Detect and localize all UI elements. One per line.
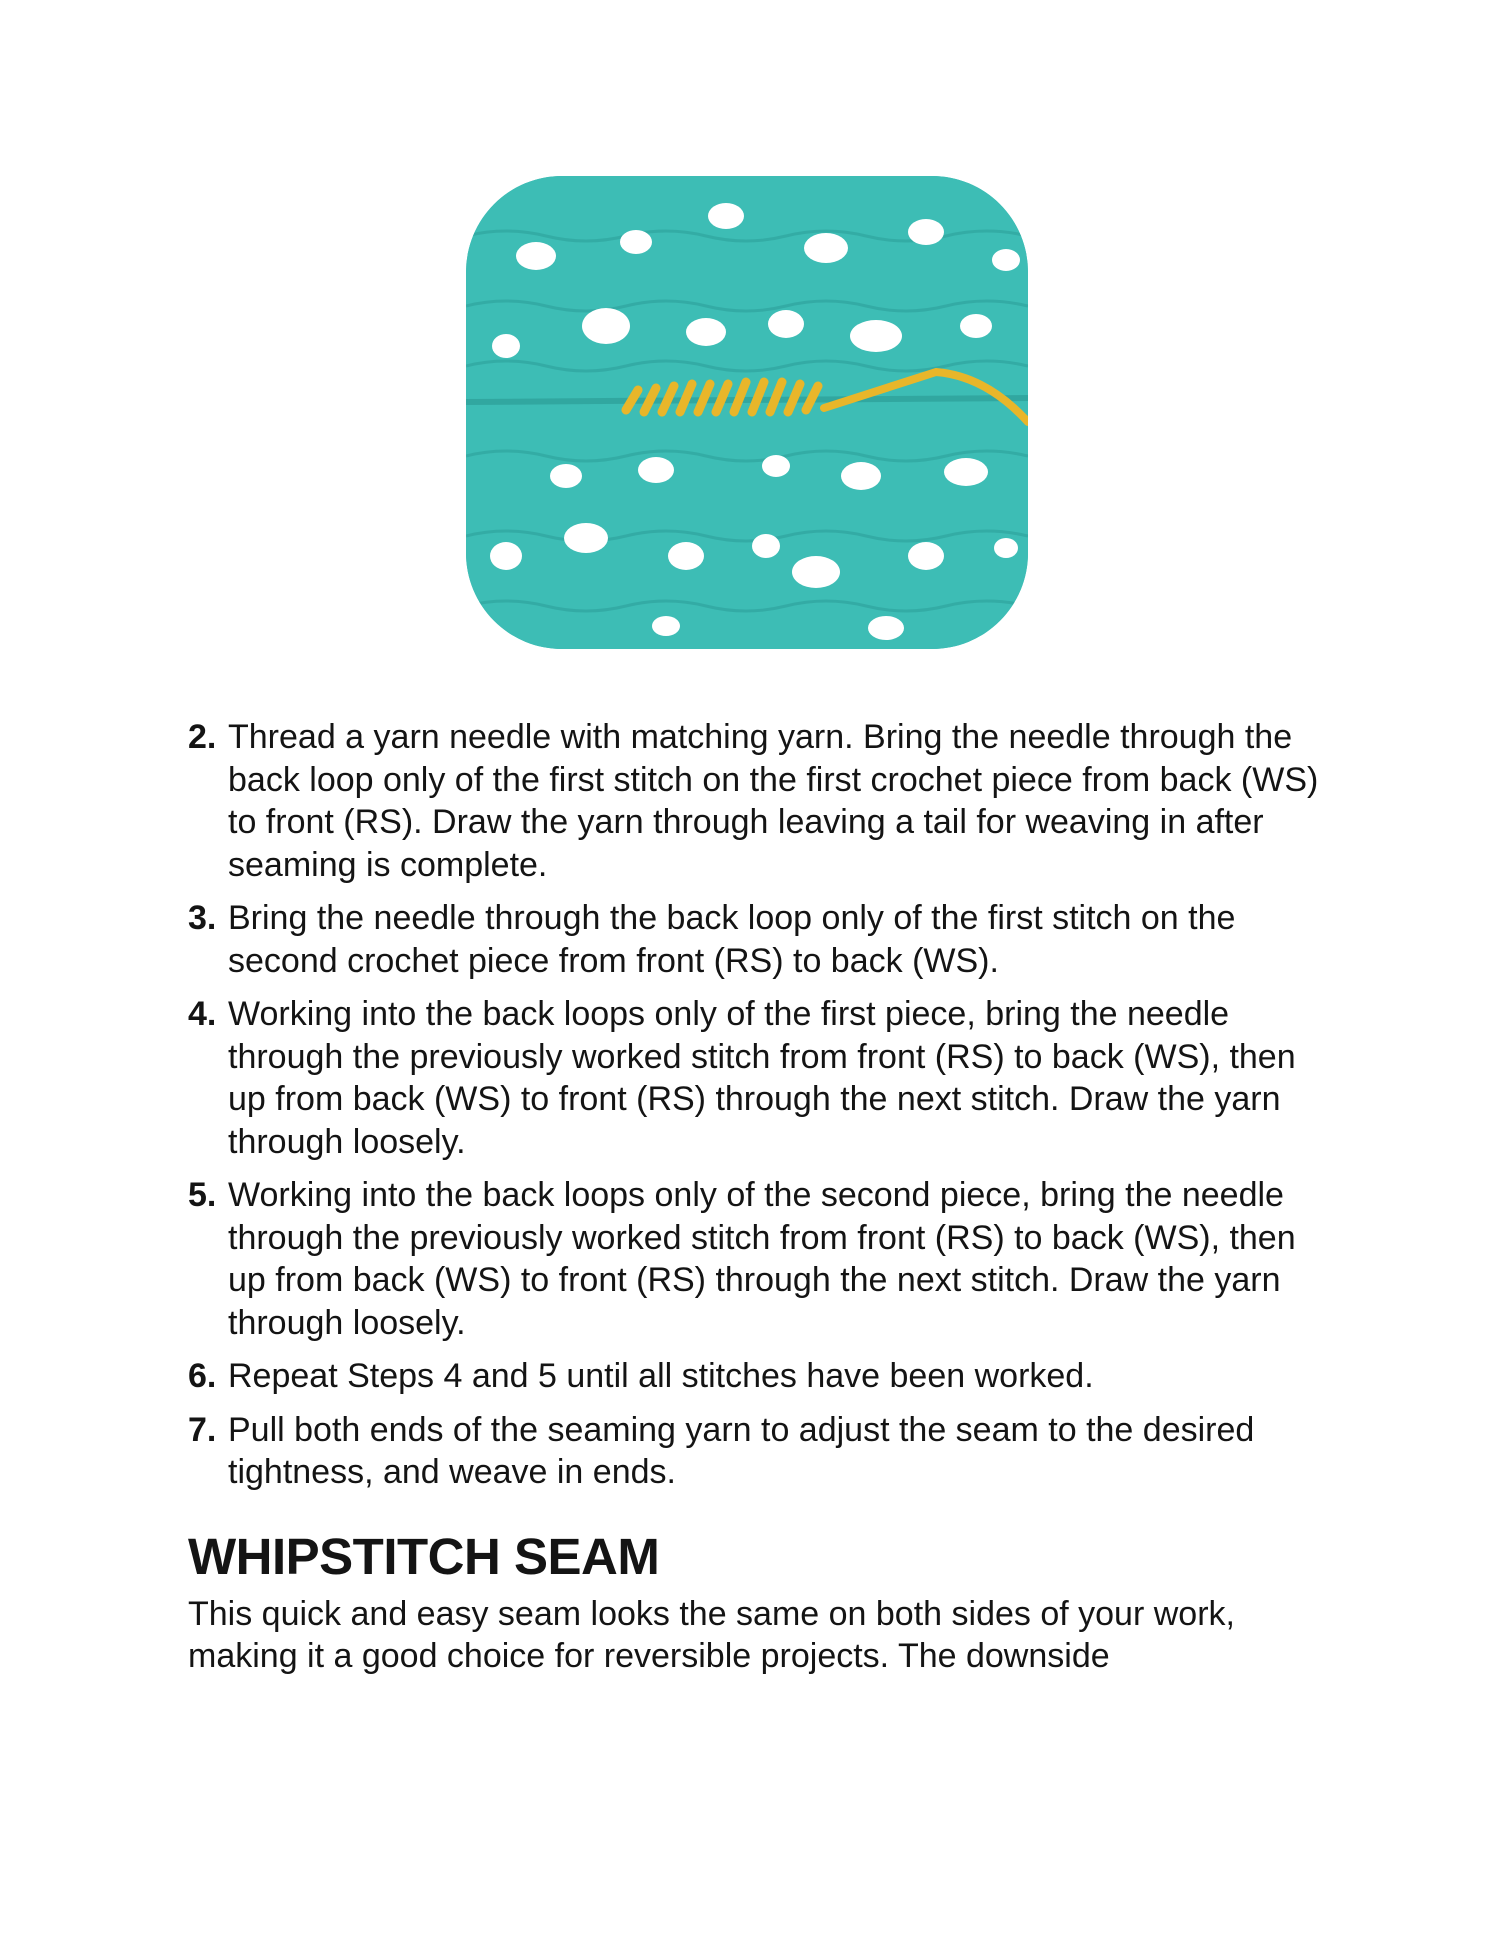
section-intro: This quick and easy seam looks the same on both sides of your work, making it a good choice for reversible projects. The downside [188, 1594, 1235, 1675]
list-item [188, 993, 1328, 1163]
list-item [188, 897, 1328, 982]
steps-list [188, 716, 1328, 1494]
step-text: Pull both ends of the seaming yarn to adjust the seam to the desired tightness, and weave in ends. [228, 1410, 1255, 1491]
list-item [188, 1174, 1328, 1344]
step-text: Bring the needle through the back loop only of the first stitch on the second crochet piece from front (RS) to back (WS). [228, 899, 1236, 980]
step-text: Working into the back loops only of the second piece, bring the needle through the previously worked stitch from front (RS) to back (WS), then up from back (WS) to front (RS) through the next stitch. Draw the yarn through loosely. [228, 1176, 1296, 1342]
step-number: 2. [188, 718, 217, 756]
crochet-seam-photo [466, 176, 1028, 649]
step-number: 4. [188, 995, 217, 1033]
list-item [188, 1409, 1328, 1494]
step-text: Thread a yarn needle with matching yarn. Bring the needle through the back loop only of the first stitch on the first crochet piece from back (WS) to front (RS). Draw the yarn through leaving a tail for weaving in after seaming is complete. [228, 718, 1319, 884]
step-number: 7. [188, 1410, 217, 1449]
step-number: 6. [188, 1357, 217, 1395]
step-text: Working into the back loops only of the first piece, bring the needle through the previously worked stitch from front (RS) to back (WS), then up from back (WS) to front (RS) through the next stitch. Draw the yarn through loosely. [228, 995, 1296, 1161]
list-item [188, 1355, 1328, 1398]
step-number: 3. [188, 899, 217, 937]
step-text: Repeat Steps 4 and 5 until all stitches have been worked. [228, 1357, 1094, 1395]
section-heading: WHIPSTITCH SEAM [188, 1527, 660, 1585]
list-item [188, 716, 1328, 886]
crochet-fabric-illustration [466, 176, 1028, 649]
instructions-content [188, 716, 1328, 1678]
step-number: 5. [188, 1176, 217, 1214]
